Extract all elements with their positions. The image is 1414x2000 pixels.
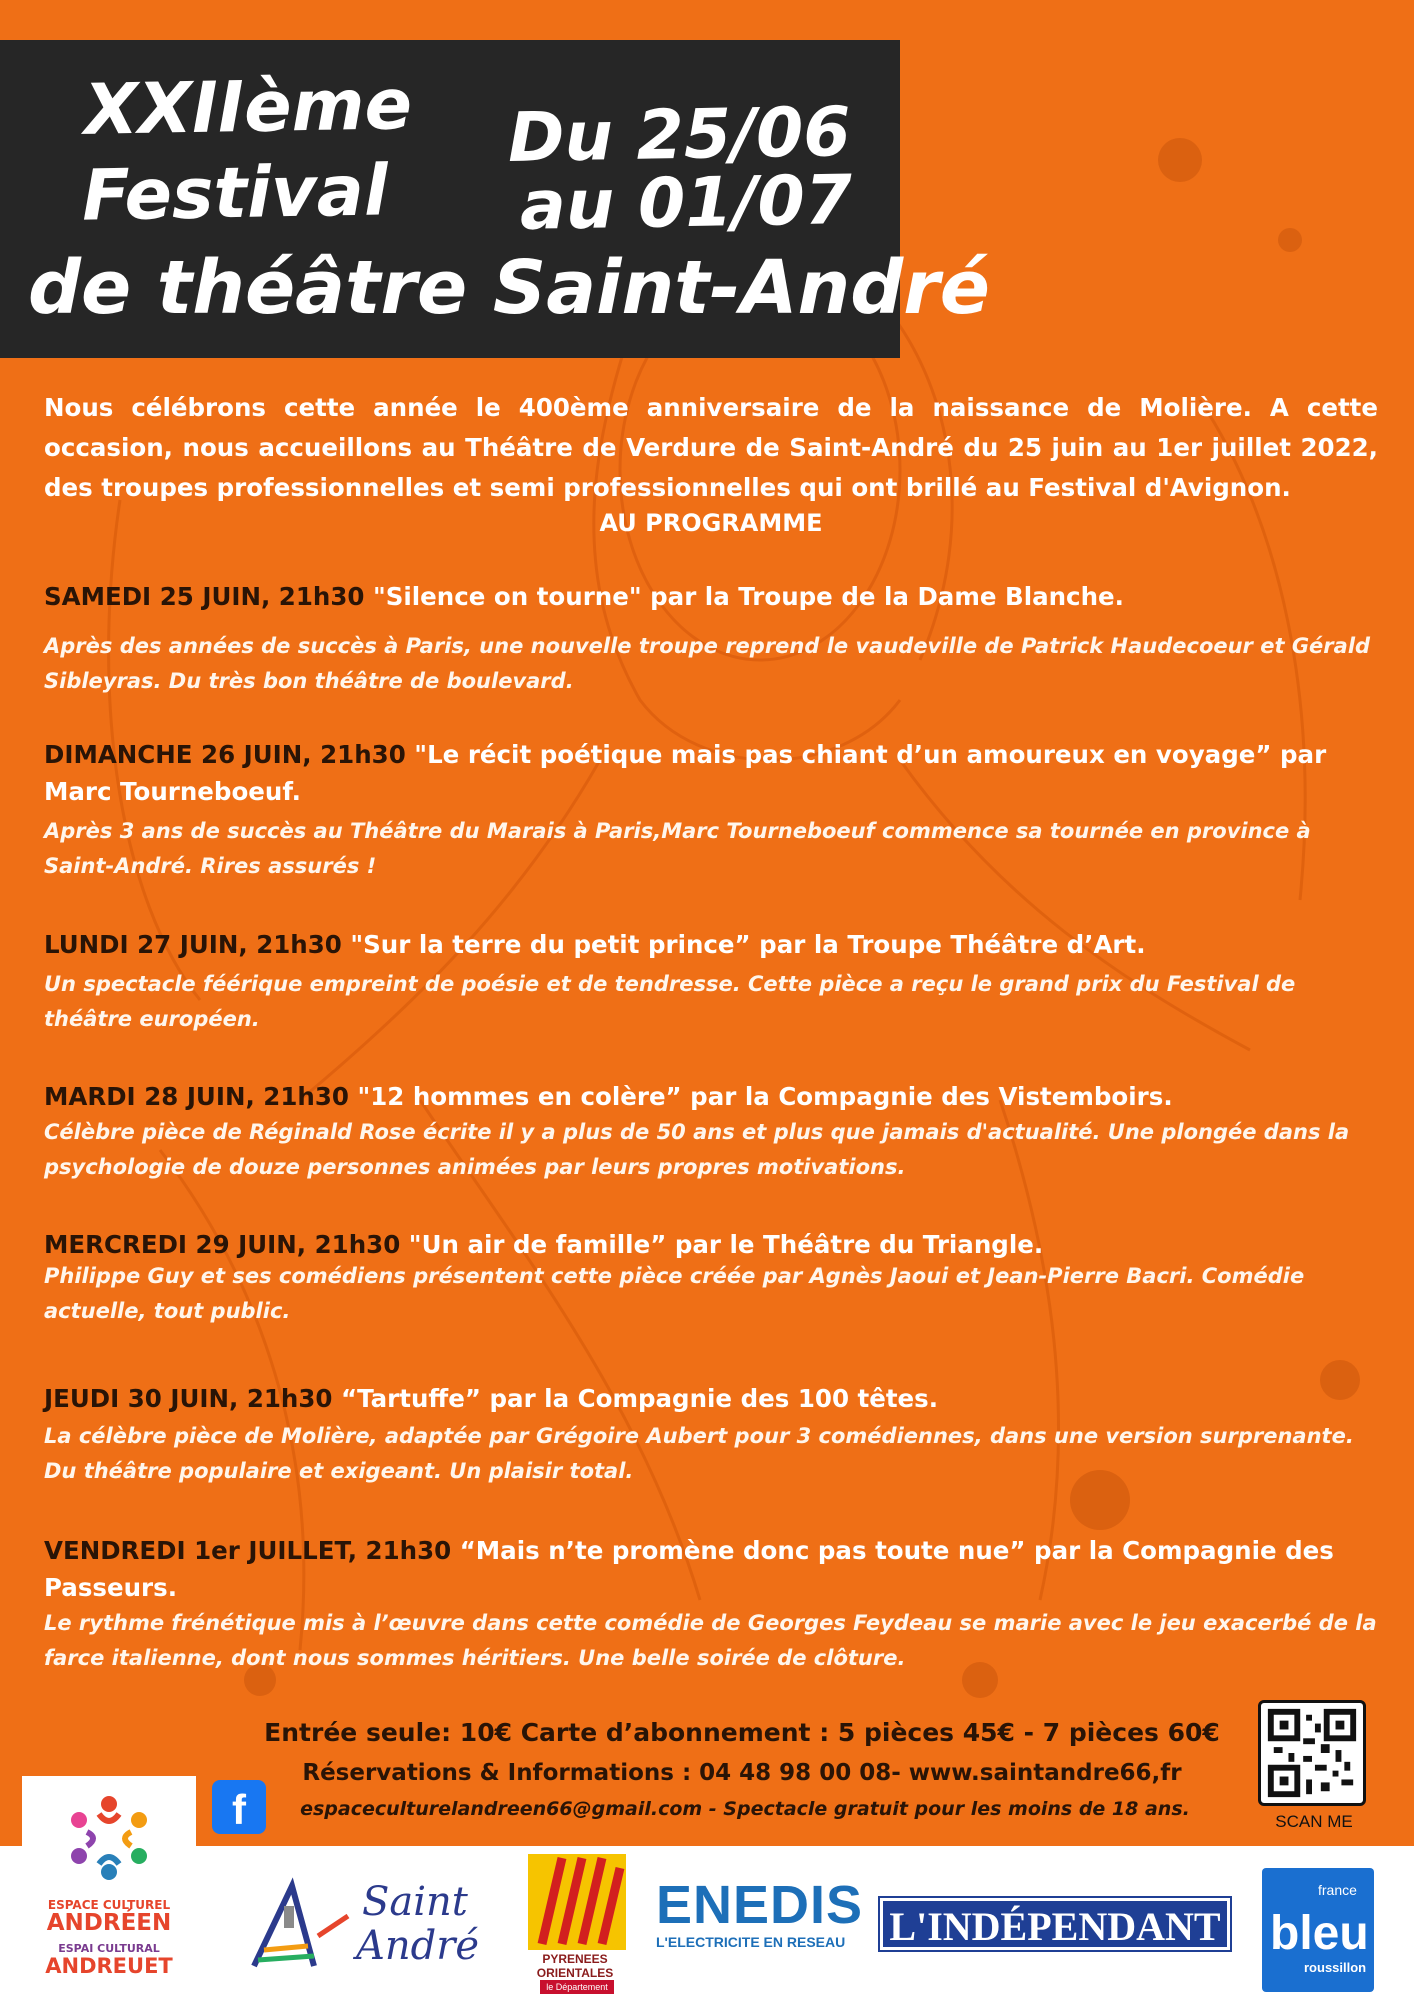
email-line: espaceculturelandreen66@gmail.com - Spectacle gratuit pour les moins de 18 ans. xyxy=(300,1798,1190,1820)
intro-section xyxy=(44,388,1378,540)
event-date: MERCREDI 29 JUIN, 21h30 xyxy=(44,1230,401,1259)
event-description: La célèbre pièce de Molière, adaptée par Grégoire Aubert pour 3 comédiennes, dans une version surprenante. Du théâtre populaire et exigeant. Un plaisir total. xyxy=(44,1424,1354,1483)
event-item xyxy=(44,1226,1384,1329)
intro-venue: Théâtre de Verdure de Saint-André xyxy=(465,433,954,462)
espace-culturel-line2: ANDRÉEN xyxy=(46,1910,172,1936)
scan-me-label: SCAN ME xyxy=(1275,1812,1353,1831)
festival-label: Festival xyxy=(81,149,389,237)
festival-title: de théâtre Saint-André xyxy=(28,245,990,331)
event-item xyxy=(44,578,1384,699)
event-item xyxy=(44,926,1384,1037)
event-date: DIMANCHE 26 JUIN, 21h30 xyxy=(44,740,406,769)
event-item xyxy=(44,736,1384,884)
saint-andre-line1: Saint xyxy=(362,1879,468,1925)
people-circle-icon xyxy=(22,1776,196,1896)
event-heading xyxy=(44,578,1384,615)
event-item xyxy=(44,1078,1384,1185)
event-title: "12 hommes en colère” par la Compagnie des Vistemboirs. xyxy=(348,1082,1173,1111)
espace-culturel-line1: ESPACE CULTUREL xyxy=(47,1898,171,1912)
espai-cultural-line1: ESPAI CULTURAL xyxy=(58,1942,160,1955)
event-description: Un spectacle féérique empreint de poésie et de tendresse. Cette pièce a reçu le grand prix du Festival de théâtre européen. xyxy=(44,972,1296,1031)
intro-paragraph xyxy=(44,388,1378,508)
pyrenees-sub: le Département xyxy=(540,1980,614,1994)
pyrenees-orientales-logo-icon xyxy=(528,1854,626,1950)
program-heading: AU PROGRAMME xyxy=(599,509,823,537)
france-bleu-roussillon: roussillon xyxy=(1304,1960,1367,1975)
edition-label: XXIIème xyxy=(83,63,413,151)
dates-line-2: au 01/07 xyxy=(519,161,853,246)
enedis-logo-name: ENEDIS xyxy=(656,1875,864,1935)
event-date: MARDI 28 JUIN, 21h30 xyxy=(44,1082,349,1111)
event-description: Le rythme frénétique mis à l’œuvre dans cette comédie de Georges Feydeau se marie avec le jeu exacerbé de la farce italienne, dont nous sommes héritiers. Une belle soirée de clôture. xyxy=(44,1611,1377,1670)
enedis-logo-sub: L'ELECTRICITE EN RESEAU xyxy=(656,1934,846,1950)
event-item xyxy=(44,1532,1384,1676)
qr-code-icon xyxy=(1261,1703,1363,1803)
qr-code[interactable] xyxy=(1258,1700,1366,1806)
event-date: VENDREDI 1er JUILLET, 21h30 xyxy=(44,1536,452,1565)
event-date: LUNDI 27 JUIN, 21h30 xyxy=(44,930,342,959)
event-description: Après 3 ans de succès au Théâtre du Marais à Paris,Marc Tourneboeuf commence sa tournée en province à Saint-André. Rires assurés ! xyxy=(44,819,1311,878)
event-title: “Mais n’te promène donc pas toute nue” par la Compagnie des Passeurs. xyxy=(44,1536,1334,1602)
lindependant-logo: L'INDÉPENDANT xyxy=(880,1898,1230,1950)
pyrenees-orientales-logo-text xyxy=(520,1952,630,1980)
facebook-icon[interactable]: f xyxy=(212,1780,266,1834)
pyrenees-line1: PYRENEES xyxy=(542,1952,608,1966)
reservations-line: Réservations & Informations : 04 48 98 00 08- www.saintandre66,fr xyxy=(302,1760,1182,1786)
event-date: JEUDI 30 JUIN, 21h30 xyxy=(44,1384,333,1413)
event-heading xyxy=(44,1078,1384,1115)
event-title: “Tartuffe” par la Compagnie des 100 têtes. xyxy=(332,1384,939,1413)
event-description: Après des années de succès à Paris, une nouvelle troupe reprend le vaudeville de Patrick Haudecoeur et Gérald Sibleyras. Du très bon théâtre de boulevard. xyxy=(44,634,1371,693)
event-title: "Un air de famille” par le Théâtre du Triangle. xyxy=(400,1230,1044,1259)
intro-text-3: des troupes professionnelles et semi professionnelles qui ont brillé au Festival d'Avignon. xyxy=(44,473,1291,502)
dates-line-1: Du 25/06 xyxy=(507,93,852,178)
pyrenees-line2: ORIENTALES xyxy=(536,1966,614,1980)
event-heading xyxy=(44,1226,1384,1263)
event-title: "Le récit poétique mais pas chiant d’un amoureux en voyage” par Marc Tourneboeuf. xyxy=(44,740,1327,806)
event-title: "Sur la terre du petit prince” par la Troupe Théâtre d’Art. xyxy=(341,930,1146,959)
event-heading xyxy=(44,1532,1384,1606)
intro-text-1: Nous célébrons cette année le 400ème anniversaire de la naissance de Molière. A cette occasion, nous accueillons au xyxy=(44,393,1378,462)
espai-cultural-line2: ANDREUET xyxy=(45,1954,173,1978)
event-heading xyxy=(44,926,1384,963)
prices-line: Entrée seule: 10€ Carte d’abonnement : 5 pièces 45€ - 7 pièces 60€ xyxy=(264,1718,1220,1747)
france-bleu-france: france xyxy=(1318,1882,1357,1898)
france-bleu-bleu: bleu xyxy=(1270,1907,1369,1960)
event-heading xyxy=(44,736,1384,810)
event-description: Philippe Guy et ses comédiens présentent cette pièce créée par Agnès Jaoui et Jean-Pierre Bacri. Comédie actuelle, tout public. xyxy=(44,1264,1305,1323)
event-date: SAMEDI 25 JUIN, 21h30 xyxy=(44,582,365,611)
intro-text-2: du 25 juin au 1er juillet 2022, xyxy=(953,433,1378,462)
saint-andre-logo-text xyxy=(356,1879,480,1969)
saint-andre-line2: André xyxy=(356,1923,480,1969)
event-item xyxy=(44,1380,1384,1489)
event-heading xyxy=(44,1380,1384,1417)
event-title: "Silence on tourne" par la Troupe de la Dame Blanche. xyxy=(364,582,1124,611)
event-description: Célèbre pièce de Réginald Rose écrite il y a plus de 50 ans et plus que jamais d'actualité. Une plongée dans la psychologie de douze personnes animées par leurs propres motivations. xyxy=(44,1120,1350,1179)
saint-andre-logo-icon xyxy=(244,1876,356,1976)
